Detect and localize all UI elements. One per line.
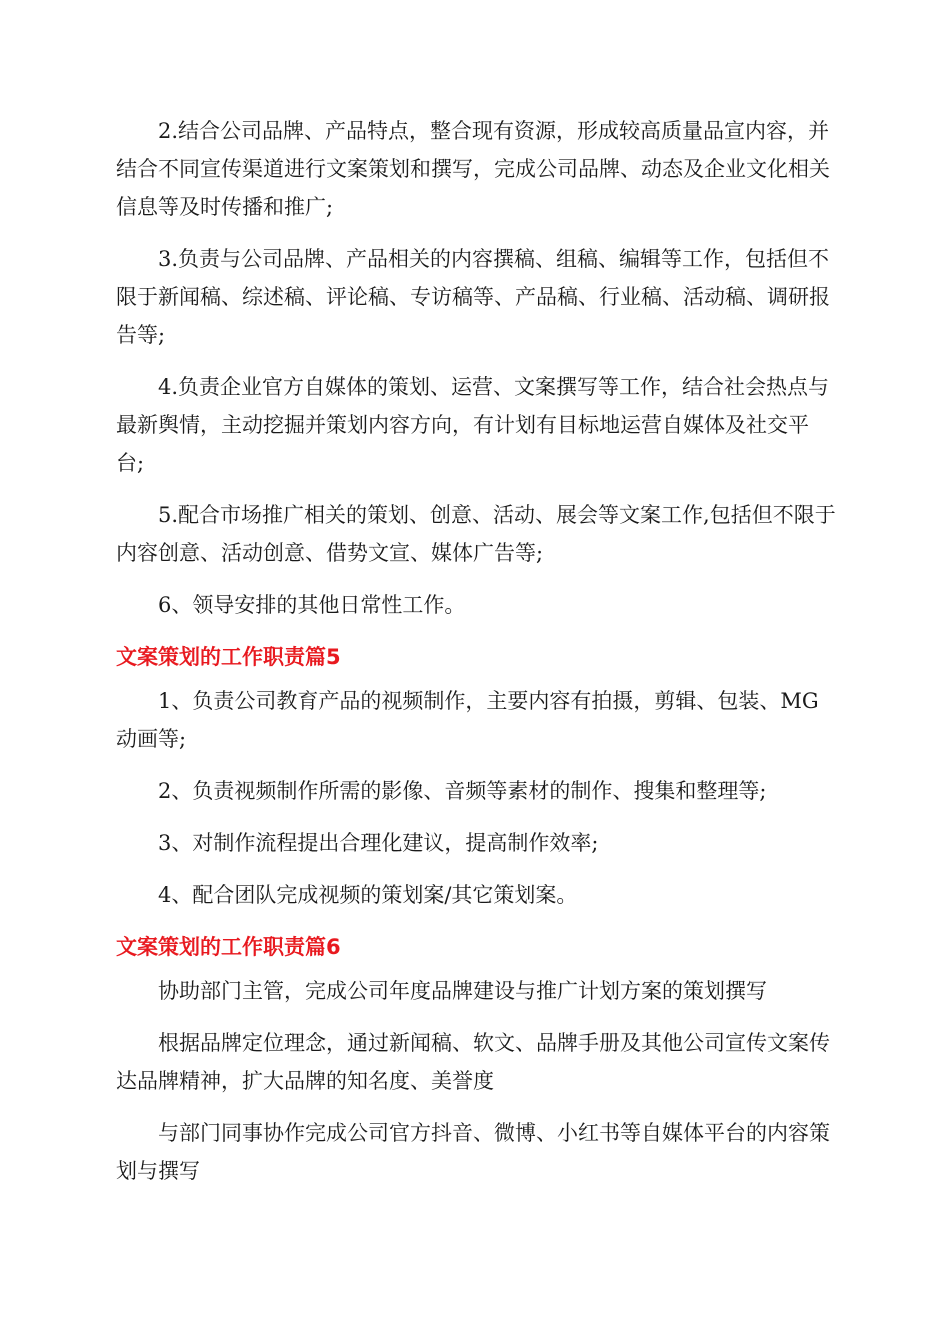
section-5-heading: 文案策划的工作职责篇5 [116, 645, 341, 669]
document-body [116, 112, 836, 1204]
section-5-item-4: 4、配合团队完成视频的策划案/其它策划案。 [158, 883, 578, 907]
paragraph-item-2: 2.结合公司品牌、产品特点，整合现有资源，形成较高质量品宣内容，并结合不同宣传渠道进行文案策划和撰写，完成公司品牌、动态及企业文化相关信息等及时传播和推广; [116, 119, 830, 219]
section-5-item-1: 1、负责公司教育产品的视频制作，主要内容有拍摄，剪辑、包装、MG动画等; [116, 689, 819, 751]
section-6-item-1: 协助部门主管，完成公司年度品牌建设与推广计划方案的策划撰写 [158, 979, 767, 1003]
paragraph-item-6: 6、领导安排的其他日常性工作。 [158, 593, 466, 617]
section-5-item-2: 2、负责视频制作所需的影像、音频等素材的制作、搜集和整理等; [158, 779, 767, 803]
paragraph-item-4: 4.负责企业官方自媒体的策划、运营、文案撰写等工作，结合社会热点与最新舆情，主动挖掘并策划内容方向，有计划有目标地运营自媒体及社交平台; [116, 375, 830, 475]
section-5-item-3: 3、对制作流程提出合理化建议，提高制作效率; [158, 831, 599, 855]
section-6-item-3: 与部门同事协作完成公司官方抖音、微博、小红书等自媒体平台的内容策划与撰写 [116, 1121, 830, 1183]
paragraph-item-3: 3.负责与公司品牌、产品相关的内容撰稿、组稿、编辑等工作，包括但不限于新闻稿、综述稿、评论稿、专访稿等、产品稿、行业稿、活动稿、调研报告等; [116, 247, 830, 347]
section-6-item-2: 根据品牌定位理念，通过新闻稿、软文、品牌手册及其他公司宣传文案传达品牌精神，扩大品牌的知名度、美誉度 [116, 1031, 830, 1093]
section-6-heading: 文案策划的工作职责篇6 [116, 935, 341, 959]
paragraph-item-5: 5.配合市场推广相关的策划、创意、活动、展会等文案工作,包括但不限于内容创意、活动创意、借势文宣、媒体广告等; [116, 503, 836, 565]
